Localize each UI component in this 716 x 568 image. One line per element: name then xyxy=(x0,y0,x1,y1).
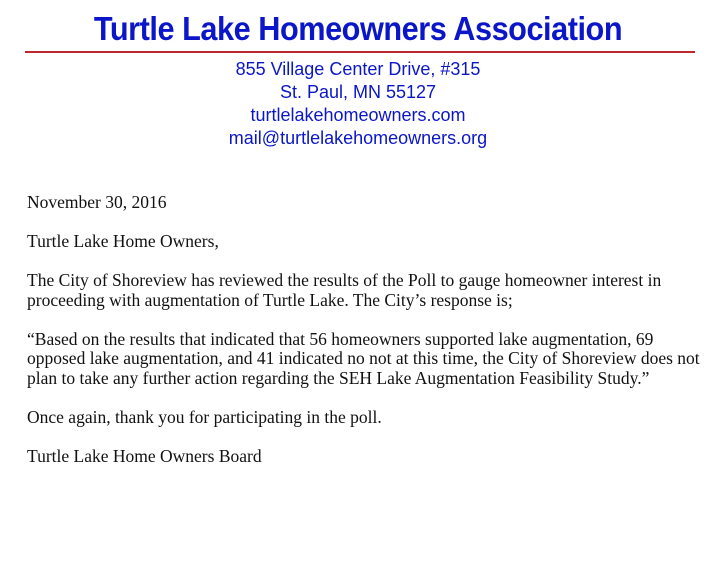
email-link[interactable]: mail@turtlelakehomeowners.org xyxy=(228,128,488,148)
contact-block xyxy=(0,58,716,150)
letter-salutation: Turtle Lake Home Owners, xyxy=(27,231,219,251)
street-address: 855 Village Center Drive, #315 xyxy=(235,59,481,79)
website-link[interactable]: turtlelakehomeowners.com xyxy=(250,105,466,125)
letter-paragraph-intro: The City of Shoreview has reviewed the results of the Poll to gauge homeowner interest in proceeding with augmentation of Turtle Lake. The City’s response is; xyxy=(27,270,662,310)
organization-title: Turtle Lake Homeowners Association xyxy=(93,10,623,47)
city-state-zip: St. Paul, MN 55127 xyxy=(279,82,437,102)
letter-body xyxy=(27,193,707,486)
letter-closing-line: Once again, thank you for participating in the poll. xyxy=(27,406,382,427)
header-divider xyxy=(25,51,695,53)
letter-signature: Turtle Lake Home Owners Board xyxy=(27,445,262,466)
letter-quote: “Based on the results that indicated that 56 homeowners supported lake augmentation, 69 opposed lake augmentation, and 41 indicated no not at this time, the City of Shoreview does not plan to take any further action regarding the SEH Lake Augmentation Feasibility Study.” xyxy=(27,328,700,388)
letter-date: November 30, 2016 xyxy=(27,192,167,212)
